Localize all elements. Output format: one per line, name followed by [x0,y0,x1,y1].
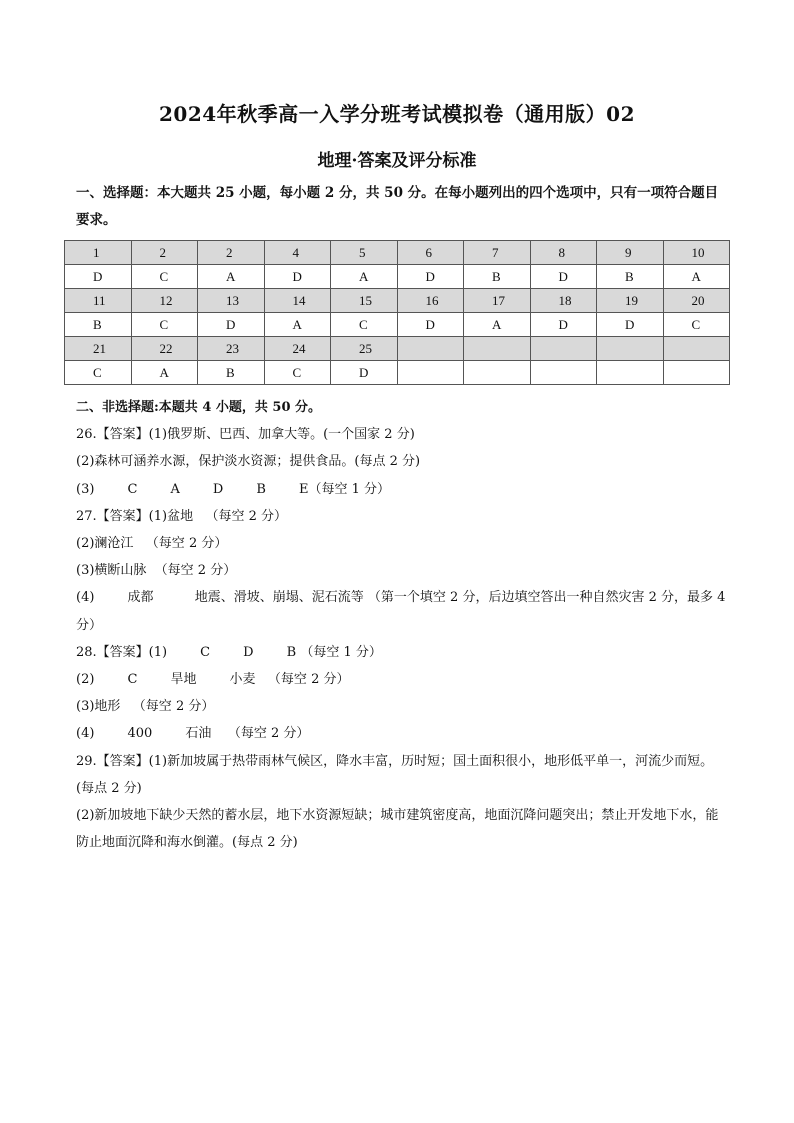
answer-line: (4) 400 石油 （每空 2 分） [76,726,310,742]
answer-line: (4) 成都 地震、滑坡、崩塌、泥石流等 （第一个填空 2 分，后边填空答出一种自然灾害 2 分，最多 4 分） [76,590,730,633]
table-cell: A [663,265,730,289]
table-cell [397,337,464,361]
table-cell: C [131,313,198,337]
table-cell: 12 [131,289,198,313]
table-cell: 1 [65,241,132,265]
table-cell: C [131,265,198,289]
question-number-row [65,241,730,265]
table-cell: 17 [464,289,531,313]
answer-line: 26.【答案】(1)俄罗斯、巴西、加拿大等。(一个国家 2 分) [76,427,415,443]
table-cell: A [131,361,198,385]
table-cell: B [464,265,531,289]
table-cell: D [397,265,464,289]
answer-row [65,313,730,337]
question-number-row [65,337,730,361]
answer-line: 29.【答案】(1)新加坡属于热带雨林气候区，降水丰富，历时短；国土面积很小，地形低平单一，河流少而短。(每点 2 分) [76,753,714,796]
question-number-row [65,289,730,313]
table-cell: 14 [264,289,331,313]
table-cell: A [331,265,398,289]
table-cell [464,337,531,361]
table-cell: A [264,313,331,337]
table-cell: D [597,313,664,337]
table-cell [597,337,664,361]
table-cell: 13 [198,289,265,313]
answer-row [65,361,730,385]
answer-line: (2)新加坡地下缺少天然的蓄水层，地下水资源短缺；城市建筑密度高，地面沉降问题突出；禁止开发地下水，能防止地面沉降和海水倒灌。(每点 2 分) [76,808,719,851]
table-cell [597,361,664,385]
table-cell: 16 [397,289,464,313]
table-cell: 5 [331,241,398,265]
table-cell: C [264,361,331,385]
table-cell: 7 [464,241,531,265]
answer-row [65,265,730,289]
page-subtitle: 地理·答案及评分标准 [317,151,477,171]
table-cell: A [198,265,265,289]
table-cell: 15 [331,289,398,313]
table-cell: B [65,313,132,337]
table-cell: 18 [530,289,597,313]
answer-line: (3)地形 （每空 2 分） [76,699,215,715]
table-cell: 9 [597,241,664,265]
table-cell: D [198,313,265,337]
table-cell: B [597,265,664,289]
table-cell: C [65,361,132,385]
table-cell: B [198,361,265,385]
table-cell: 2 [131,241,198,265]
table-cell: D [331,361,398,385]
table-cell [530,361,597,385]
table-cell [397,361,464,385]
table-cell: 4 [264,241,331,265]
answer-line: 28.【答案】(1) C D B （每空 1 分） [76,644,382,660]
table-cell: 10 [663,241,730,265]
table-cell: D [530,265,597,289]
answer-line: (3)横断山脉 （每空 2 分） [76,563,237,579]
table-cell [464,361,531,385]
table-cell: D [397,313,464,337]
table-cell: 22 [131,337,198,361]
answer-line: (2)森林可涵养水源，保护淡水资源；提供食品。(每点 2 分) [76,454,421,470]
table-cell: 23 [198,337,265,361]
table-cell [663,337,730,361]
answer-line: (2) C 旱地 小麦 （每空 2 分） [76,672,350,688]
answer-table [64,240,730,385]
answer-line: (3) C A D B E（每空 1 分） [76,481,391,497]
table-cell: A [464,313,531,337]
table-cell: D [264,265,331,289]
table-cell: C [663,313,730,337]
table-cell: 19 [597,289,664,313]
answer-line: 27.【答案】(1)盆地 （每空 2 分） [76,508,288,524]
page-title: 2024年秋季高一入学分班考试模拟卷（通用版）02 [159,102,635,126]
table-cell: D [530,313,597,337]
table-cell: 6 [397,241,464,265]
table-cell: C [331,313,398,337]
section-2-heading: 二、非选择题:本题共 4 小题，共 50 分。 [76,400,322,415]
table-cell: 8 [530,241,597,265]
table-cell: 25 [331,337,398,361]
table-cell: 21 [65,337,132,361]
answer-line: (2)澜沧江 （每空 2 分） [76,536,228,552]
section-1-heading: 一、选择题：本大题共 25 小题，每小题 2 分，共 50 分。在每小题列出的四个选项中，只有一项符合题目要求。 [76,185,719,228]
table-cell: 24 [264,337,331,361]
table-cell: 2 [198,241,265,265]
table-cell [663,361,730,385]
table-cell [530,337,597,361]
table-cell: 20 [663,289,730,313]
answers-body [76,394,730,856]
table-cell: D [65,265,132,289]
table-cell: 11 [65,289,132,313]
